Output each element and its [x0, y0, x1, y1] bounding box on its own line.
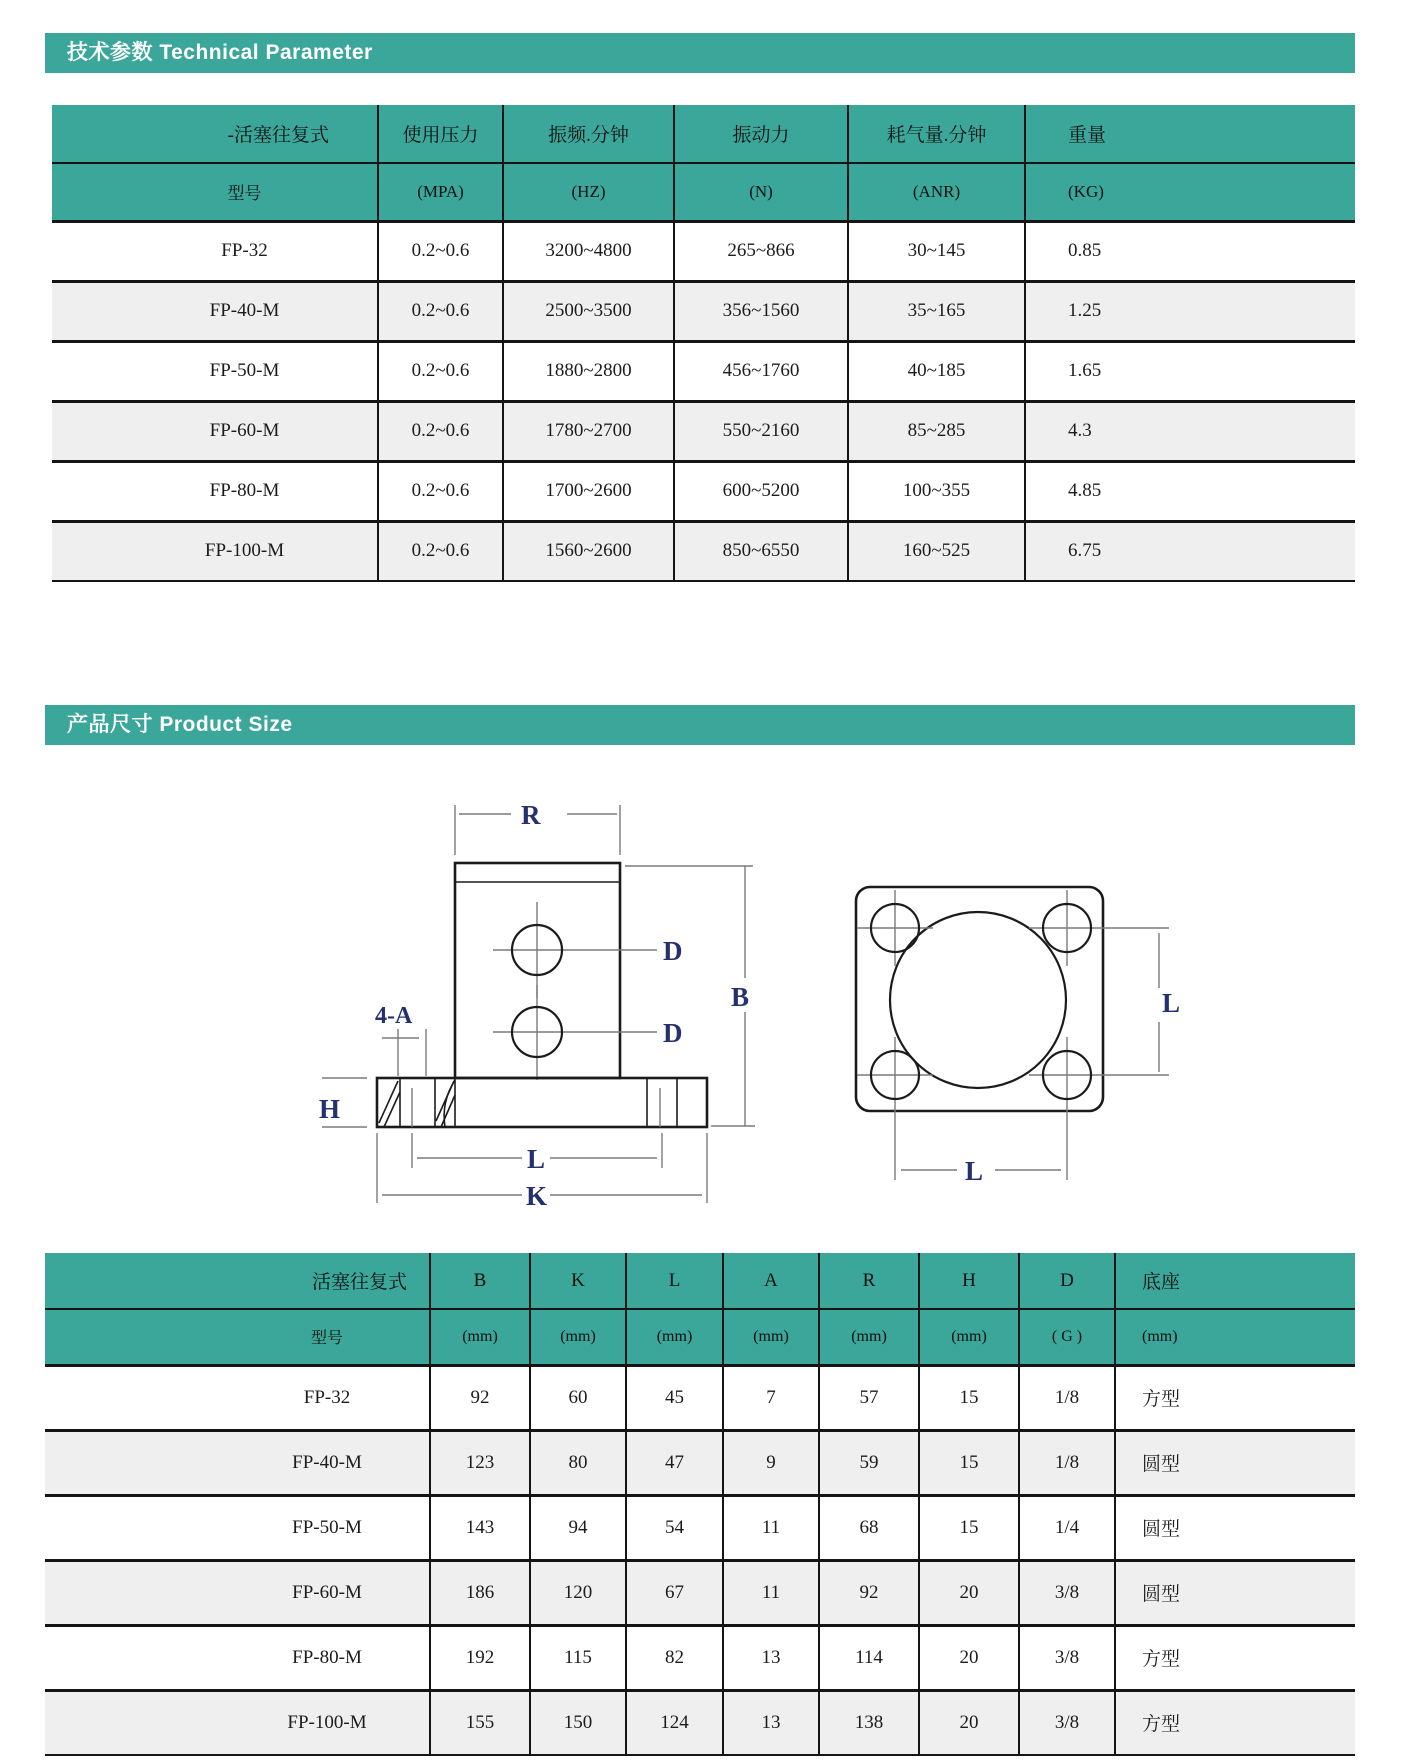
header-cell: 耗气量.分钟: [848, 105, 1025, 163]
table-cell: 150: [530, 1690, 626, 1755]
dim-label-L-right: L: [1162, 988, 1181, 1018]
table-cell: 192: [430, 1625, 530, 1690]
header-cell: (mm): [1115, 1309, 1355, 1365]
table-cell: 1/4: [1019, 1495, 1115, 1560]
table-cell: 1/8: [1019, 1365, 1115, 1430]
table-cell: 1700~2600: [503, 461, 674, 521]
technical-parameter-table: [52, 105, 1355, 582]
section-header-technical-parameter: [45, 33, 1355, 73]
table-cell: 1.65: [1025, 341, 1355, 401]
table-cell: 方型: [1115, 1690, 1355, 1755]
table-cell: 0.2~0.6: [378, 461, 503, 521]
table-cell: 20: [919, 1690, 1019, 1755]
dim-label-H: H: [319, 1094, 341, 1124]
technical-table-header: [52, 105, 1355, 221]
table-cell: 0.2~0.6: [378, 281, 503, 341]
dim-label-D-lower: D: [663, 1018, 683, 1048]
table-row: [45, 1560, 1355, 1625]
table-cell: 356~1560: [674, 281, 848, 341]
table-cell: FP-100-M: [52, 521, 378, 581]
table-cell: 68: [819, 1495, 919, 1560]
header-cell: ( G ): [1019, 1309, 1115, 1365]
flange-outline: [377, 1078, 707, 1127]
table-cell: 13: [723, 1625, 819, 1690]
front-view: [319, 800, 755, 1211]
table-cell: 13: [723, 1690, 819, 1755]
table-cell: 120: [530, 1560, 626, 1625]
dim-label-L-bottom: L: [965, 1156, 984, 1186]
table-cell: 80: [530, 1430, 626, 1495]
table-cell: 11: [723, 1495, 819, 1560]
table-cell: 0.2~0.6: [378, 401, 503, 461]
table-cell: 600~5200: [674, 461, 848, 521]
table-cell: 0.2~0.6: [378, 521, 503, 581]
table-cell: FP-32: [303, 1386, 351, 1408]
dim-label-4A: 4-A: [375, 1003, 413, 1029]
table-row: [52, 281, 1355, 341]
table-cell: 方型: [1115, 1365, 1355, 1430]
table-row: [52, 401, 1355, 461]
table-cell: 3200~4800: [503, 221, 674, 281]
table-cell: FP-80-M: [292, 1646, 362, 1668]
table-cell: FP-40-M: [45, 1430, 430, 1495]
table-cell: 20: [919, 1625, 1019, 1690]
table-row: [45, 1625, 1355, 1690]
table-cell: 82: [626, 1625, 723, 1690]
table-cell: 60: [530, 1365, 626, 1430]
table-cell: 4.85: [1025, 461, 1355, 521]
header-cell: 型号: [52, 163, 378, 221]
header-cell: K: [530, 1253, 626, 1309]
dim-label-B: B: [731, 982, 750, 1012]
dim-label-L-front: L: [527, 1144, 546, 1174]
dim-label-K: K: [526, 1181, 548, 1211]
table-cell: 0.2~0.6: [378, 341, 503, 401]
table-cell: 圆型: [1115, 1430, 1355, 1495]
table-cell: FP-80-M: [209, 480, 280, 501]
table-cell: 9: [723, 1430, 819, 1495]
header-cell: (mm): [530, 1309, 626, 1365]
product-size-table: [45, 1253, 1355, 1756]
header-cell: 重量: [1025, 105, 1355, 163]
table-row: [45, 1430, 1355, 1495]
size-table-body: [45, 1365, 1355, 1755]
table-cell: 138: [819, 1690, 919, 1755]
header-cell: (mm): [723, 1309, 819, 1365]
table-cell: 11: [723, 1560, 819, 1625]
dim-label-R: R: [521, 800, 541, 830]
table-cell: 1/8: [1019, 1430, 1115, 1495]
product-dimension-drawing: [45, 750, 1355, 1220]
header-cell: (mm): [626, 1309, 723, 1365]
table-cell: 3/8: [1019, 1560, 1115, 1625]
table-row: [45, 1690, 1355, 1755]
table-cell: 35~165: [848, 281, 1025, 341]
table-cell: 550~2160: [674, 401, 848, 461]
table-row: [52, 521, 1355, 581]
table-cell: 47: [626, 1430, 723, 1495]
technical-table-body: [52, 221, 1355, 581]
table-cell: 3/8: [1019, 1625, 1115, 1690]
table-row: [52, 221, 1355, 281]
table-cell: 3/8: [1019, 1690, 1115, 1755]
table-cell: 15: [919, 1430, 1019, 1495]
table-cell: 92: [819, 1560, 919, 1625]
table-cell: 圆型: [1115, 1560, 1355, 1625]
table-cell: 1880~2800: [503, 341, 674, 401]
table-header-row: [45, 1309, 1355, 1365]
table-cell: 1780~2700: [503, 401, 674, 461]
header-cell: B: [430, 1253, 530, 1309]
header-cell: (HZ): [503, 163, 674, 221]
table-cell: 1560~2600: [503, 521, 674, 581]
table-header-row: [52, 163, 1355, 221]
table-cell: 2500~3500: [503, 281, 674, 341]
table-row: [52, 341, 1355, 401]
table-cell: 30~145: [848, 221, 1025, 281]
top-view: [856, 887, 1180, 1186]
table-cell: 15: [919, 1495, 1019, 1560]
header-cell: 活塞往复式: [45, 1253, 430, 1309]
table-cell: 40~185: [848, 341, 1025, 401]
table-cell: 124: [626, 1690, 723, 1755]
table-cell: 92: [430, 1365, 530, 1430]
table-cell: 54: [626, 1495, 723, 1560]
table-cell: FP-40-M: [52, 281, 378, 341]
table-cell: FP-60-M: [52, 401, 378, 461]
table-cell: 15: [919, 1365, 1019, 1430]
header-cell: 底座: [1115, 1253, 1355, 1309]
table-cell: 100~355: [848, 461, 1025, 521]
table-header-row: [52, 105, 1355, 163]
header-cell: R: [819, 1253, 919, 1309]
table-row: [45, 1495, 1355, 1560]
header-cell: (mm): [919, 1309, 1019, 1365]
header-cell: D: [1019, 1253, 1115, 1309]
table-cell: FP-32: [221, 240, 268, 261]
table-row: [52, 461, 1355, 521]
table-cell: 143: [430, 1495, 530, 1560]
table-cell: 160~525: [848, 521, 1025, 581]
section-title: 产品尺寸 Product Size: [67, 713, 293, 736]
table-cell: 7: [723, 1365, 819, 1430]
header-cell: (N): [674, 163, 848, 221]
table-cell: FP-50-M: [209, 360, 280, 381]
header-cell: (mm): [819, 1309, 919, 1365]
table-cell: FP-60-M: [45, 1560, 430, 1625]
table-cell: 155: [430, 1690, 530, 1755]
table-cell: 114: [819, 1625, 919, 1690]
table-cell: 85~285: [848, 401, 1025, 461]
table-cell: 圆型: [1115, 1495, 1355, 1560]
table-cell: 1.25: [1025, 281, 1355, 341]
table-cell: 0.85: [1025, 221, 1355, 281]
header-cell: (ANR): [848, 163, 1025, 221]
dim-label-D-upper: D: [663, 936, 683, 966]
header-cell: 振频.分钟: [503, 105, 674, 163]
table-cell: 0.2~0.6: [378, 221, 503, 281]
table-cell: FP-100-M: [45, 1690, 430, 1755]
header-cell: (MPA): [378, 163, 503, 221]
header-cell: H: [919, 1253, 1019, 1309]
table-cell: 123: [430, 1430, 530, 1495]
table-header-row: [45, 1253, 1355, 1309]
table-cell: 方型: [1115, 1625, 1355, 1690]
header-cell: L: [626, 1253, 723, 1309]
header-cell: 振动力: [674, 105, 848, 163]
table-cell: 57: [819, 1365, 919, 1430]
table-cell: 265~866: [674, 221, 848, 281]
table-cell: 67: [626, 1560, 723, 1625]
section-title: 技术参数 Technical Parameter: [67, 41, 373, 64]
table-cell: FP-50-M: [292, 1516, 362, 1538]
header-cell: A: [723, 1253, 819, 1309]
table-cell: 6.75: [1025, 521, 1355, 581]
table-cell: 4.3: [1025, 401, 1355, 461]
table-cell: 850~6550: [674, 521, 848, 581]
table-cell: 59: [819, 1430, 919, 1495]
table-cell: 456~1760: [674, 341, 848, 401]
header-cell: (mm): [430, 1309, 530, 1365]
header-cell: (KG): [1025, 163, 1355, 221]
table-cell: 45: [626, 1365, 723, 1430]
size-table-header: [45, 1253, 1355, 1365]
table-cell: 115: [530, 1625, 626, 1690]
table-cell: 94: [530, 1495, 626, 1560]
table-cell: 186: [430, 1560, 530, 1625]
table-row: [45, 1365, 1355, 1430]
header-cell: 使用压力: [378, 105, 503, 163]
table-cell: 20: [919, 1560, 1019, 1625]
section-header-product-size: [45, 705, 1355, 745]
header-cell: -活塞往复式: [52, 105, 378, 163]
header-cell: 型号: [45, 1309, 430, 1365]
